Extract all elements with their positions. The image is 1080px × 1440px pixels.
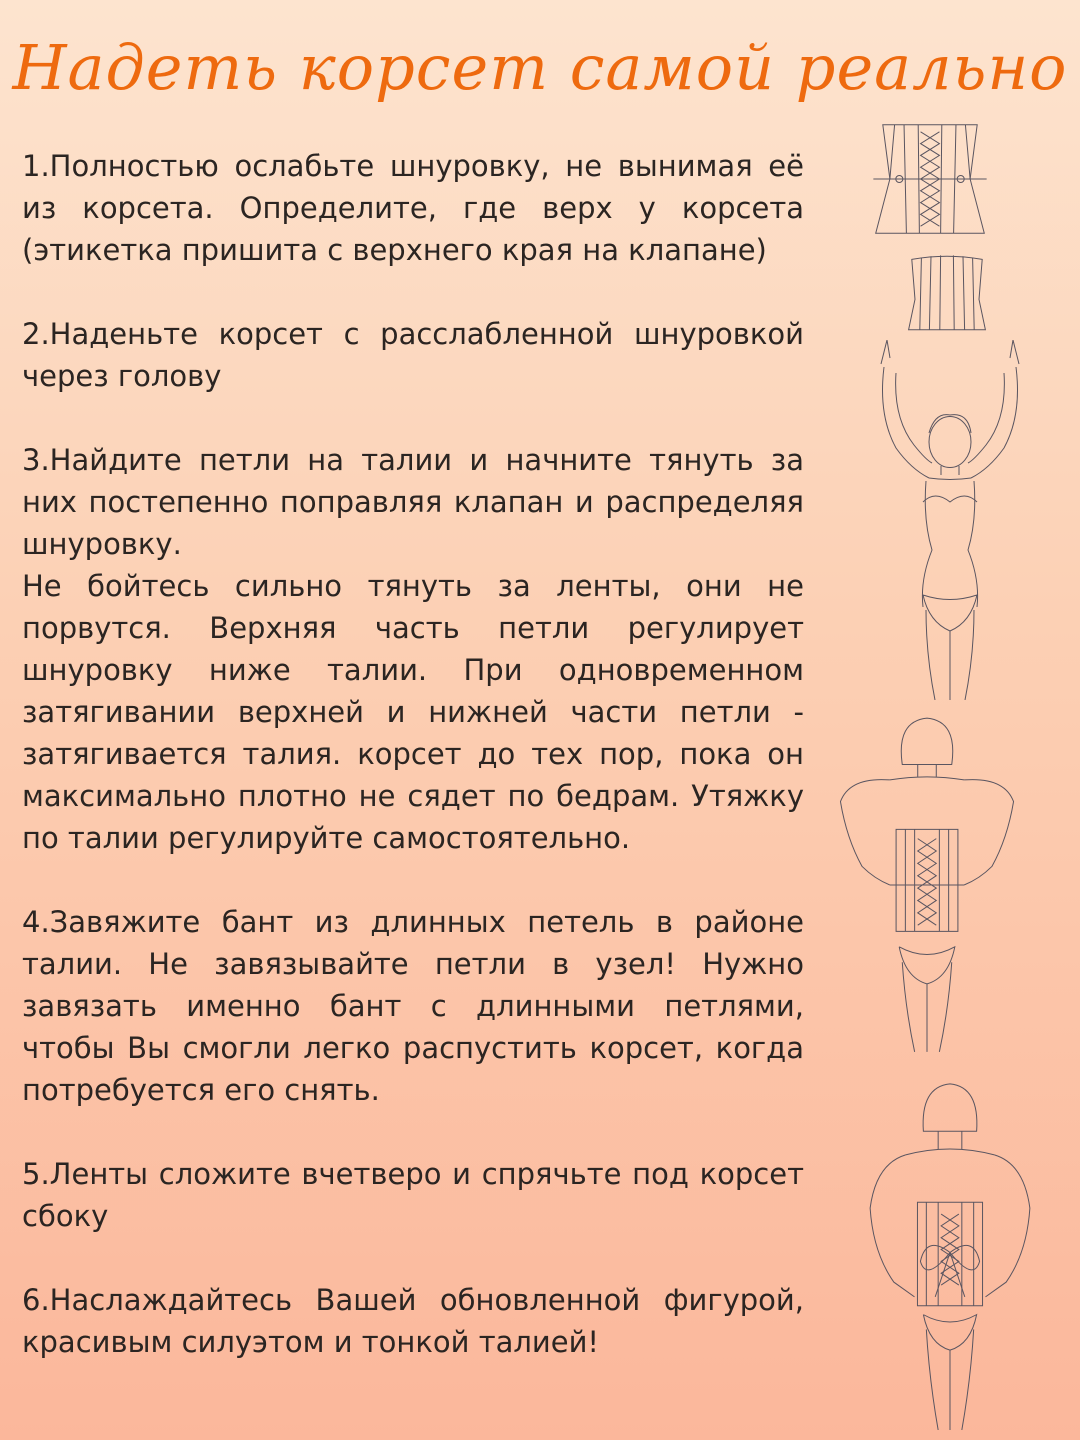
back-view-lacing-sketch	[832, 715, 1022, 1055]
step-2: 2.Наденьте корсет с расслабленной шнуровкой через голову	[22, 317, 804, 393]
step-6: 6.Наслаждайтесь Вашей обновленной фигурой, красивым силуэтом и тонкой талией!	[22, 1283, 804, 1359]
page-title: Надеть корсет самой реально	[12, 31, 1068, 104]
instructions	[22, 145, 804, 1363]
illustrations	[820, 115, 1080, 1440]
step-1: 1.Полностью ослабьте шнуровку, не вынимая её из корсета. Определите, где верх у корсета (этикетка пришита с верхнего края на клапане)	[22, 149, 804, 267]
step-4: 4.Завяжите бант из длинных петель в районе талии. Не завязывайте петли в узел! Нужно завязать именно бант с длинными петлями, чтобы Вы смогли легко распустить корсет, когда потребуется его снять.	[22, 905, 804, 1107]
raised-arms-figure-sketch	[875, 340, 1025, 700]
step-3: 3.Найдите петли на талии и начните тянуть за них постепенно поправляя клапан и распределяя шнуровку.	[22, 443, 804, 561]
step-5: 5.Ленты сложите вчетверо и спрячьте под корсет сбоку	[22, 1157, 804, 1233]
step-3-note: Не бойтесь сильно тянуть за ленты, они не порвутся. Верхняя часть петли регулирует шнуровку ниже талии. При одновременном затягивании верхней и нижней части петли - затягивается талия. корсет до тех пор, пока он максимально плотно не сядет по бедрам. Утяжку по талии регулируйте самостоятельно.	[22, 569, 804, 855]
laced-corset-sketch	[870, 120, 990, 238]
corset-front-sketch	[888, 253, 1006, 333]
back-view-bow-sketch	[860, 1075, 1040, 1430]
